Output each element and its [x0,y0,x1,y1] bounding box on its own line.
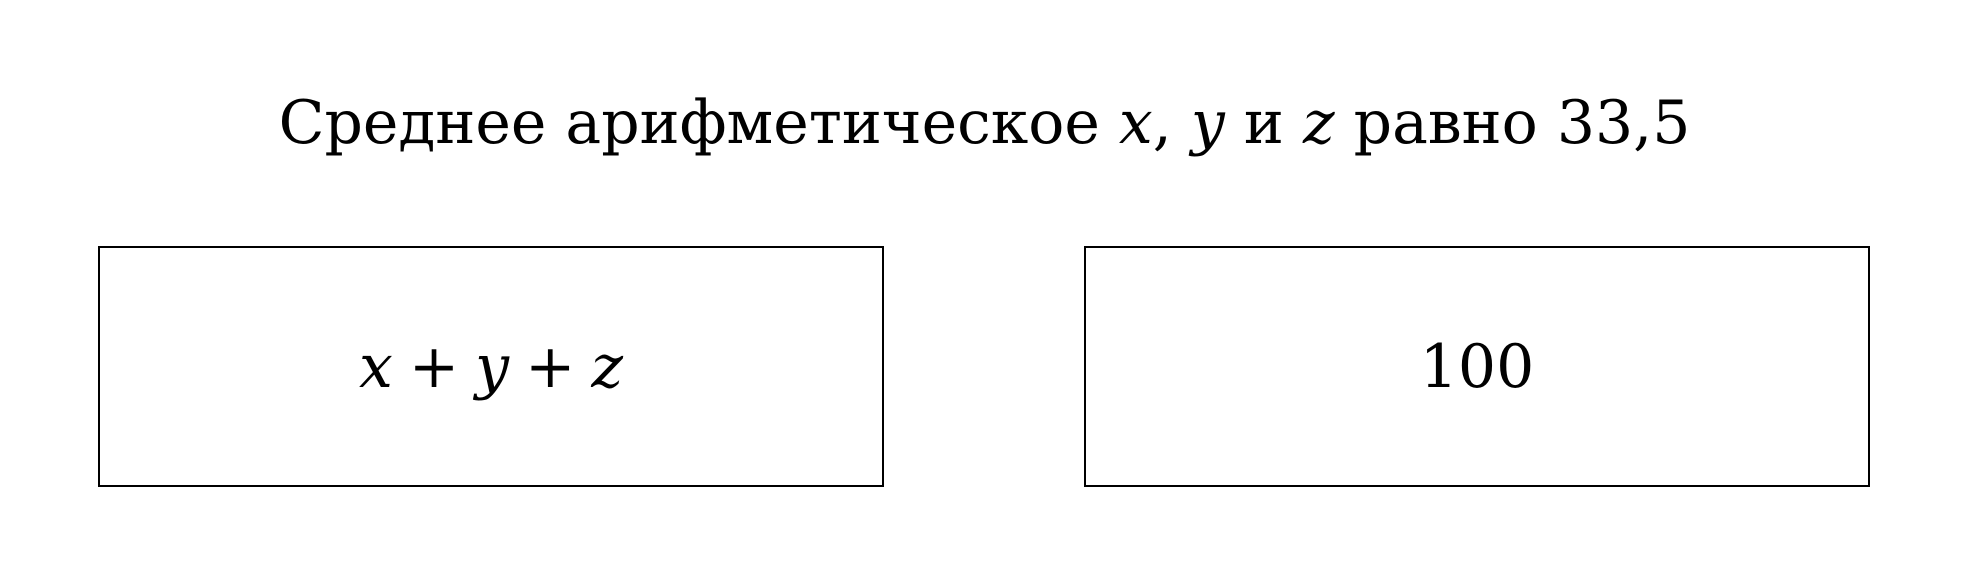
statement-suffix: равно 33,5 [1353,88,1691,158]
statement-comma: , [1152,88,1172,158]
expression-card[interactable] [98,246,884,487]
statement-var-x: x [1118,88,1153,158]
statement-conjunction: и [1243,88,1284,158]
problem-statement [0,78,1969,168]
expr-var-x: x [359,331,393,402]
statement-prefix: Среднее арифметическое [278,88,1100,158]
value-text: 100 [1419,331,1535,402]
expr-plus-2: + [525,331,576,402]
expr-var-y: y [475,331,510,402]
statement-var-y: y [1190,88,1225,158]
statement-var-z: z [1302,88,1335,158]
expr-var-z: z [591,331,623,402]
sum-expression [359,332,623,402]
value-card[interactable] [1084,246,1870,487]
expr-plus-1: + [408,331,460,402]
